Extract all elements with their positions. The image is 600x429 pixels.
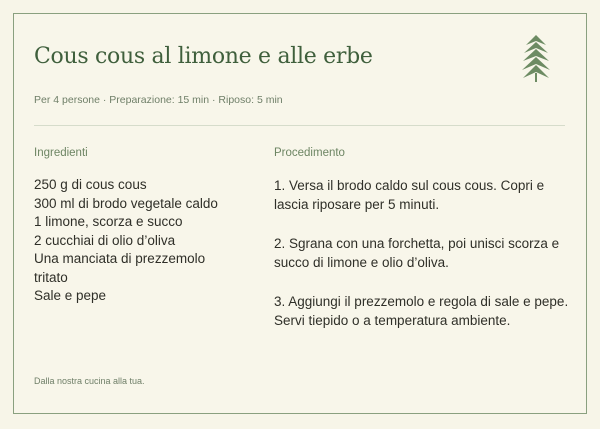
footer-note: Dalla nostra cucina alla tua.	[34, 376, 145, 386]
procedure-step: 1. Versa il brodo caldo sul cous cous. Copri e lascia riposare per 5 minuti.	[274, 178, 545, 212]
recipe-meta: Per 4 persone · Preparazione: 15 min · Riposo: 5 min	[34, 94, 283, 106]
ingredient-item: 300 ml di brodo vegetale caldo	[34, 195, 218, 211]
ingredient-item: Sale e pepe	[34, 288, 107, 303]
divider	[34, 125, 565, 126]
ingredient-item: Una manciata di prezzemolo tritato	[34, 251, 206, 285]
procedure-steps	[274, 176, 569, 350]
recipe-card	[13, 13, 587, 414]
recipe-title: Cous cous al limone e alle erbe	[34, 44, 373, 69]
ingredients-list	[34, 176, 239, 306]
procedure-heading: Procedimento	[274, 147, 345, 159]
ingredients-heading: Ingredienti	[34, 147, 88, 159]
procedure-step: 2. Sgrana con una forchetta, poi unisci scorza e succo di limone e olio d’oliva.	[274, 236, 560, 270]
procedure-step: 3. Aggiungi il prezzemolo e regola di sale e pepe. Servi tiepido o a temperatura ambiente.	[274, 294, 569, 328]
ingredient-item: 1 limone, scorza e succo	[34, 214, 183, 229]
pine-tree-icon	[520, 33, 552, 83]
ingredient-item: 250 g di cous cous	[34, 177, 147, 192]
ingredient-item: 2 cucchiai di olio d’oliva	[34, 232, 176, 248]
